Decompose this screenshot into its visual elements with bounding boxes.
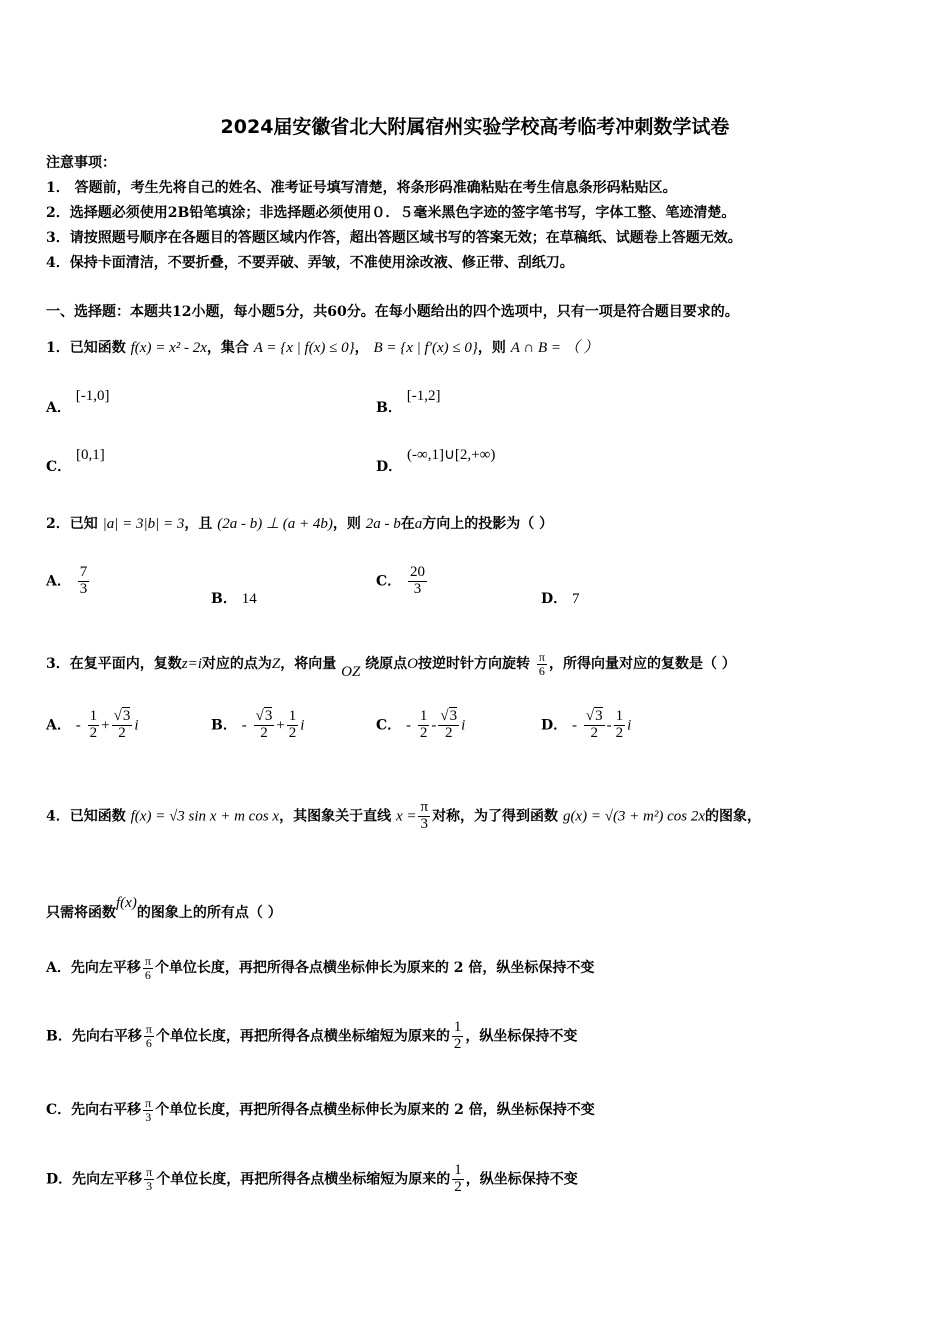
q3-option-b: B． - $\frac{√3}{2}$ + $\frac{1}{2}$ i [211, 708, 305, 741]
notes-heading: 注意事项： [46, 155, 116, 171]
q1-option-a: A． [-1,0] [46, 388, 110, 416]
question-3: 3．在复平面内，复数z=i对应的点为Z，将向量 OZ 绕原点O按逆时针方向旋转 $\frac{\pi}{6}$ ，所得向量对应的复数是（ ） [46, 650, 736, 681]
q4-option-a: A．先向左平移 $\frac{\pi}{6}$ 个单位长度，再把所得各点横坐标伸长为原来的 2 倍，纵坐标保持不变 [46, 954, 595, 982]
q2-option-b: B． 14 [211, 591, 257, 607]
question-4-cont: 只需将函数f(x)的图象上的所有点（ ） [46, 895, 282, 921]
q4-option-d: D．先向左平移 $\frac{\pi}{3}$ 个单位长度，再把所得各点横坐标缩短为原来的 $\frac{1}{2}$ ，纵坐标保持不变 [46, 1162, 578, 1195]
q2-option-d: D． 7 [541, 591, 580, 607]
page-title: 2024届安徽省北大附属宿州实验学校高考临考冲刺数学试卷 [220, 116, 730, 138]
q4-option-b: B．先向右平移 $\frac{\pi}{6}$ 个单位长度，再把所得各点横坐标缩短为原来的 $\frac{1}{2}$ ，纵坐标保持不变 [46, 1019, 578, 1052]
question-1: 1．已知函数 f(x) = x² - 2x，集合 A = {x | f(x) ≤ 0}， B = {x | f′(x) ≤ 0}，则 A ∩ B = （ ） [46, 340, 599, 356]
q4-function-g: g(x) = √(3 + m²) cos 2x [562, 808, 706, 825]
q1-ask: A ∩ B = （ ） [510, 340, 599, 356]
q1-set-b: B = {x | f′(x) ≤ 0} [373, 340, 478, 356]
q3-option-d: D． - $\frac{√3}{2}$ - $\frac{1}{2}$ i [541, 708, 632, 741]
note-4: 4．保持卡面清洁，不要折叠，不要弄破、弄皱，不准使用涂改液、修正带、刮纸刀。 [46, 255, 574, 271]
q1-option-b: B． [-1,2] [376, 388, 441, 416]
q1-option-c: C． [0,1] [46, 447, 105, 475]
question-4: 4．已知函数 f(x) = √3 sin x + m cos x，其图象关于直线 x = $\frac{\pi}{3}$ 对称，为了得到函数 g(x) = √(3 + m²) cos 2x的图象， [46, 799, 762, 832]
q4-function-f: f(x) = √3 sin x + m cos x [130, 808, 280, 825]
q1-function: f(x) = x² - 2x [130, 340, 207, 356]
q4-option-c: C．先向右平移 $\frac{\pi}{3}$ 个单位长度，再把所得各点横坐标伸长为原来的 2 倍，纵坐标保持不变 [46, 1096, 595, 1124]
q2-condition: |a| = 3|b| = 3 [102, 516, 185, 532]
q1-option-d: D． (-∞,1]∪[2,+∞) [376, 447, 496, 475]
note-2: 2．选择题必须使用2B铅笔填涂；非选择题必须使用０．５毫米黑色字迹的签字笔书写，字体工整、笔迹清楚。 [46, 205, 736, 221]
q3-option-c: C． - $\frac{1}{2}$ - $\frac{√3}{2}$ i [376, 708, 466, 741]
section-heading: 一、选择题：本题共12小题，每小题5分，共60分。在每小题给出的四个选项中，只有一项是符合题目要求的。 [46, 304, 739, 320]
question-2: 2．已知 |a| = 3|b| = 3，且 (2a - b) ⊥ (a + 4b)，则 2a - b在a方向上的投影为（ ） [46, 516, 554, 532]
note-1: 1． 答题前，考生先将自己的姓名、准考证号填写清楚，将条形码准确粘贴在考生信息条形码粘贴区。 [46, 180, 677, 196]
q2-perpendicular: (2a - b) ⊥ (a + 4b) [217, 516, 333, 532]
q2-option-a: A． $\frac{7}{3}$ [46, 564, 88, 597]
q2-option-c: C． $\frac{20}{3}$ [376, 564, 426, 597]
note-3: 3．请按照题号顺序在各题目的答题区域内作答，超出答题区域书写的答案无效；在草稿纸、试题卷上答题无效。 [46, 230, 742, 246]
q3-option-a: A． - $\frac{1}{2}$ + $\frac{√3}{2}$ i [46, 708, 139, 741]
q3-vector-oz: OZ [341, 664, 361, 681]
q1-set-a: A = {x | f(x) ≤ 0} [253, 340, 355, 356]
